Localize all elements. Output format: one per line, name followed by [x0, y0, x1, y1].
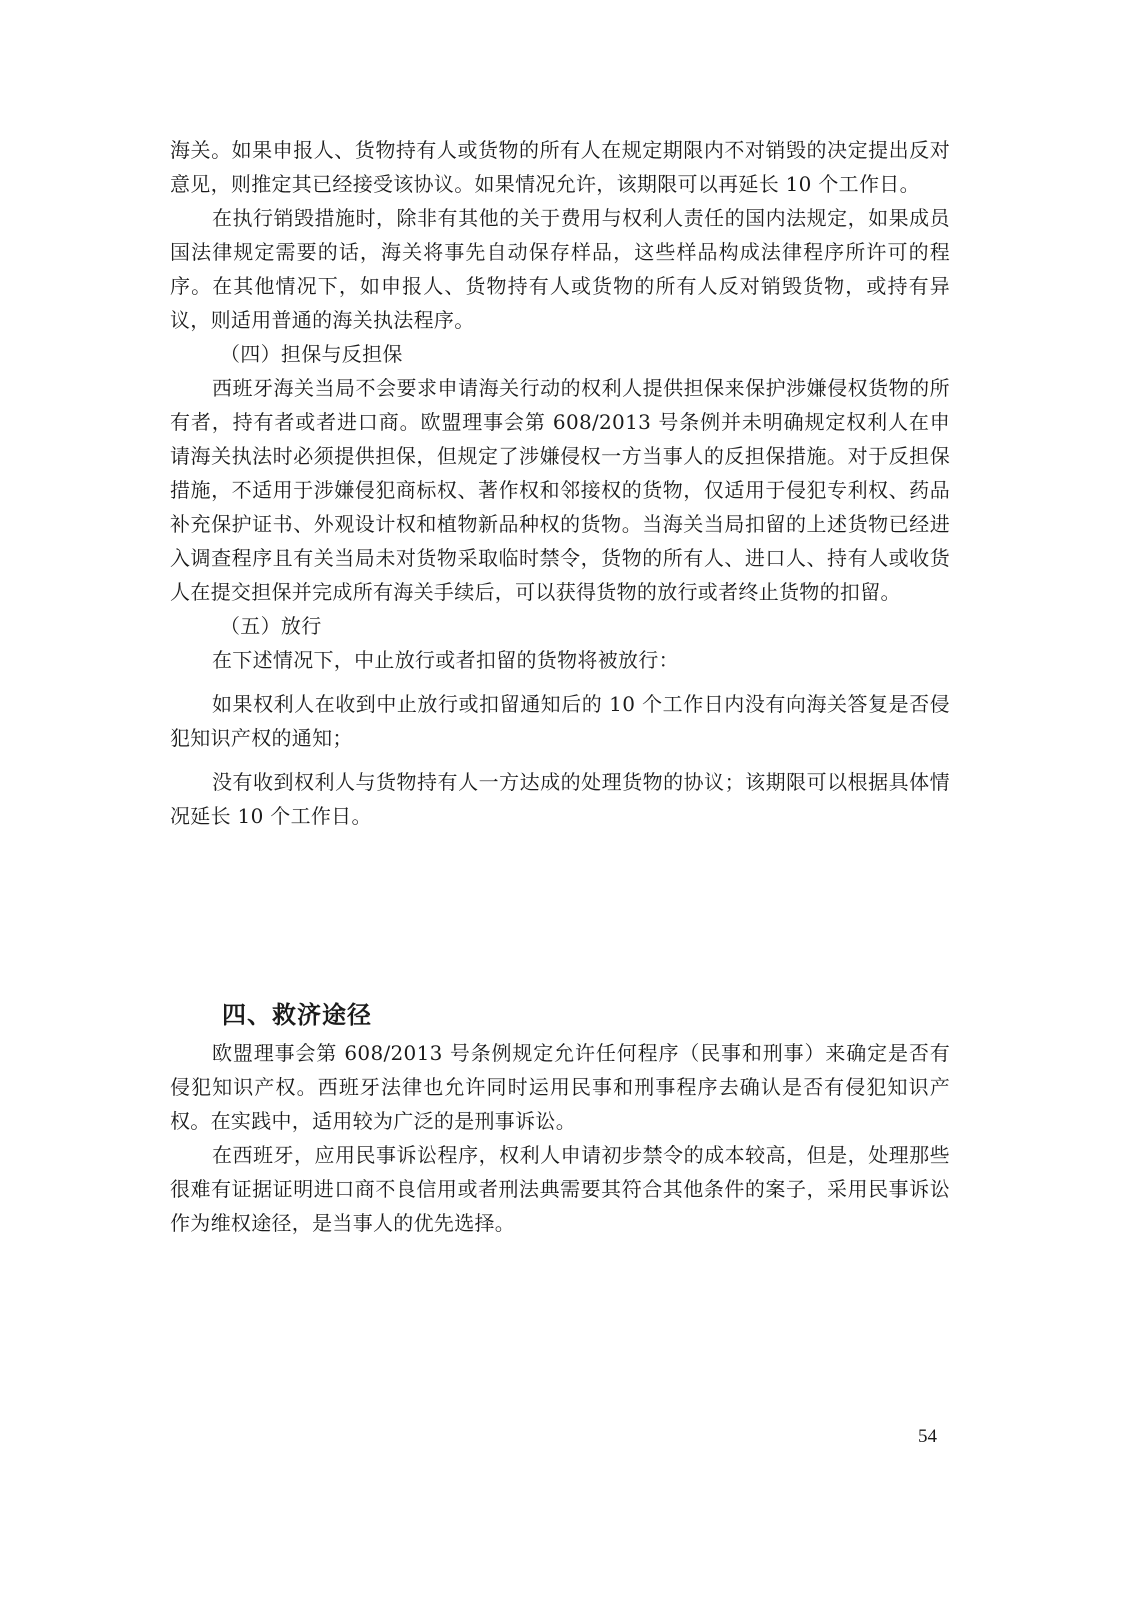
subheading-guarantee: （四）担保与反担保: [220, 342, 403, 366]
paragraph-release-condition-2: 没有收到权利人与货物持有人一方达成的处理货物的协议；该期限可以根据具体情况延长 10 个工作日。: [170, 770, 950, 828]
paragraph-release-intro: 在下述情况下，中止放行或者扣留的货物将被放行：: [212, 648, 679, 672]
paragraph-release-condition-1: 如果权利人在收到中止放行或扣留通知后的 10 个工作日内没有向海关答复是否侵犯知识产权的通知；: [170, 692, 950, 750]
paragraph-remedies: 欧盟理事会第 608/2013 号条例规定允许任何程序（民事和刑事）来确定是否有侵犯知识产权。西班牙法律也允许同时运用民事和刑事程序去确认是否有侵犯知识产权。在实践中，适用较为广泛的是刑事诉讼。: [170, 1041, 950, 1133]
body-text-bottom: [170, 1036, 950, 1240]
subheading-release: （五）放行: [220, 614, 322, 638]
paragraph-civil-litigation: 在西班牙，应用民事诉讼程序，权利人申请初步禁令的成本较高，但是，处理那些很难有证据证明进口商不良信用或者刑法典需要其符合其他条件的案子，采用民事诉讼作为维权途径，是当事人的优先选择。: [170, 1143, 950, 1235]
paragraph-destruction-measures: 在执行销毁措施时，除非有其他的关于费用与权利人责任的国内法规定，如果成员国法律规定需要的话，海关将事先自动保存样品，这些样品构成法律程序所许可的程序。在其他情况下，如申报人、货物持有人或货物的所有人反对销毁货物，或持有异议，则适用普通的海关执法程序。: [170, 206, 950, 332]
body-text-top: [170, 133, 950, 833]
page-number: 54: [918, 1426, 937, 1447]
paragraph-guarantee: 西班牙海关当局不会要求申请海关行动的权利人提供担保来保护涉嫌侵权货物的所有者，持有者或者进口商。欧盟理事会第 608/2013 号条例并未明确规定权利人在申请海关执法时必须提供担保，但规定了涉嫌侵权一方当事人的反担保措施。对于反担保措施，不适用于涉嫌侵犯商标权、著作权和邻接权的货物，仅适用于侵犯专利权、药品补充保护证书、外观设计权和植物新品种权的货物。当海关当局扣留的上述货物已经进入调查程序且有关当局未对货物采取临时禁令，货物的所有人、进口人、持有人或收货人在提交担保并完成所有海关手续后，可以获得货物的放行或者终止货物的扣留。: [170, 376, 950, 604]
section-title: 四、救济途径: [222, 1001, 372, 1029]
paragraph-continuation: 海关。如果申报人、货物持有人或货物的所有人在规定期限内不对销毁的决定提出反对意见，则推定其已经接受该协议。如果情况允许，该期限可以再延长 10 个工作日。: [170, 138, 950, 196]
